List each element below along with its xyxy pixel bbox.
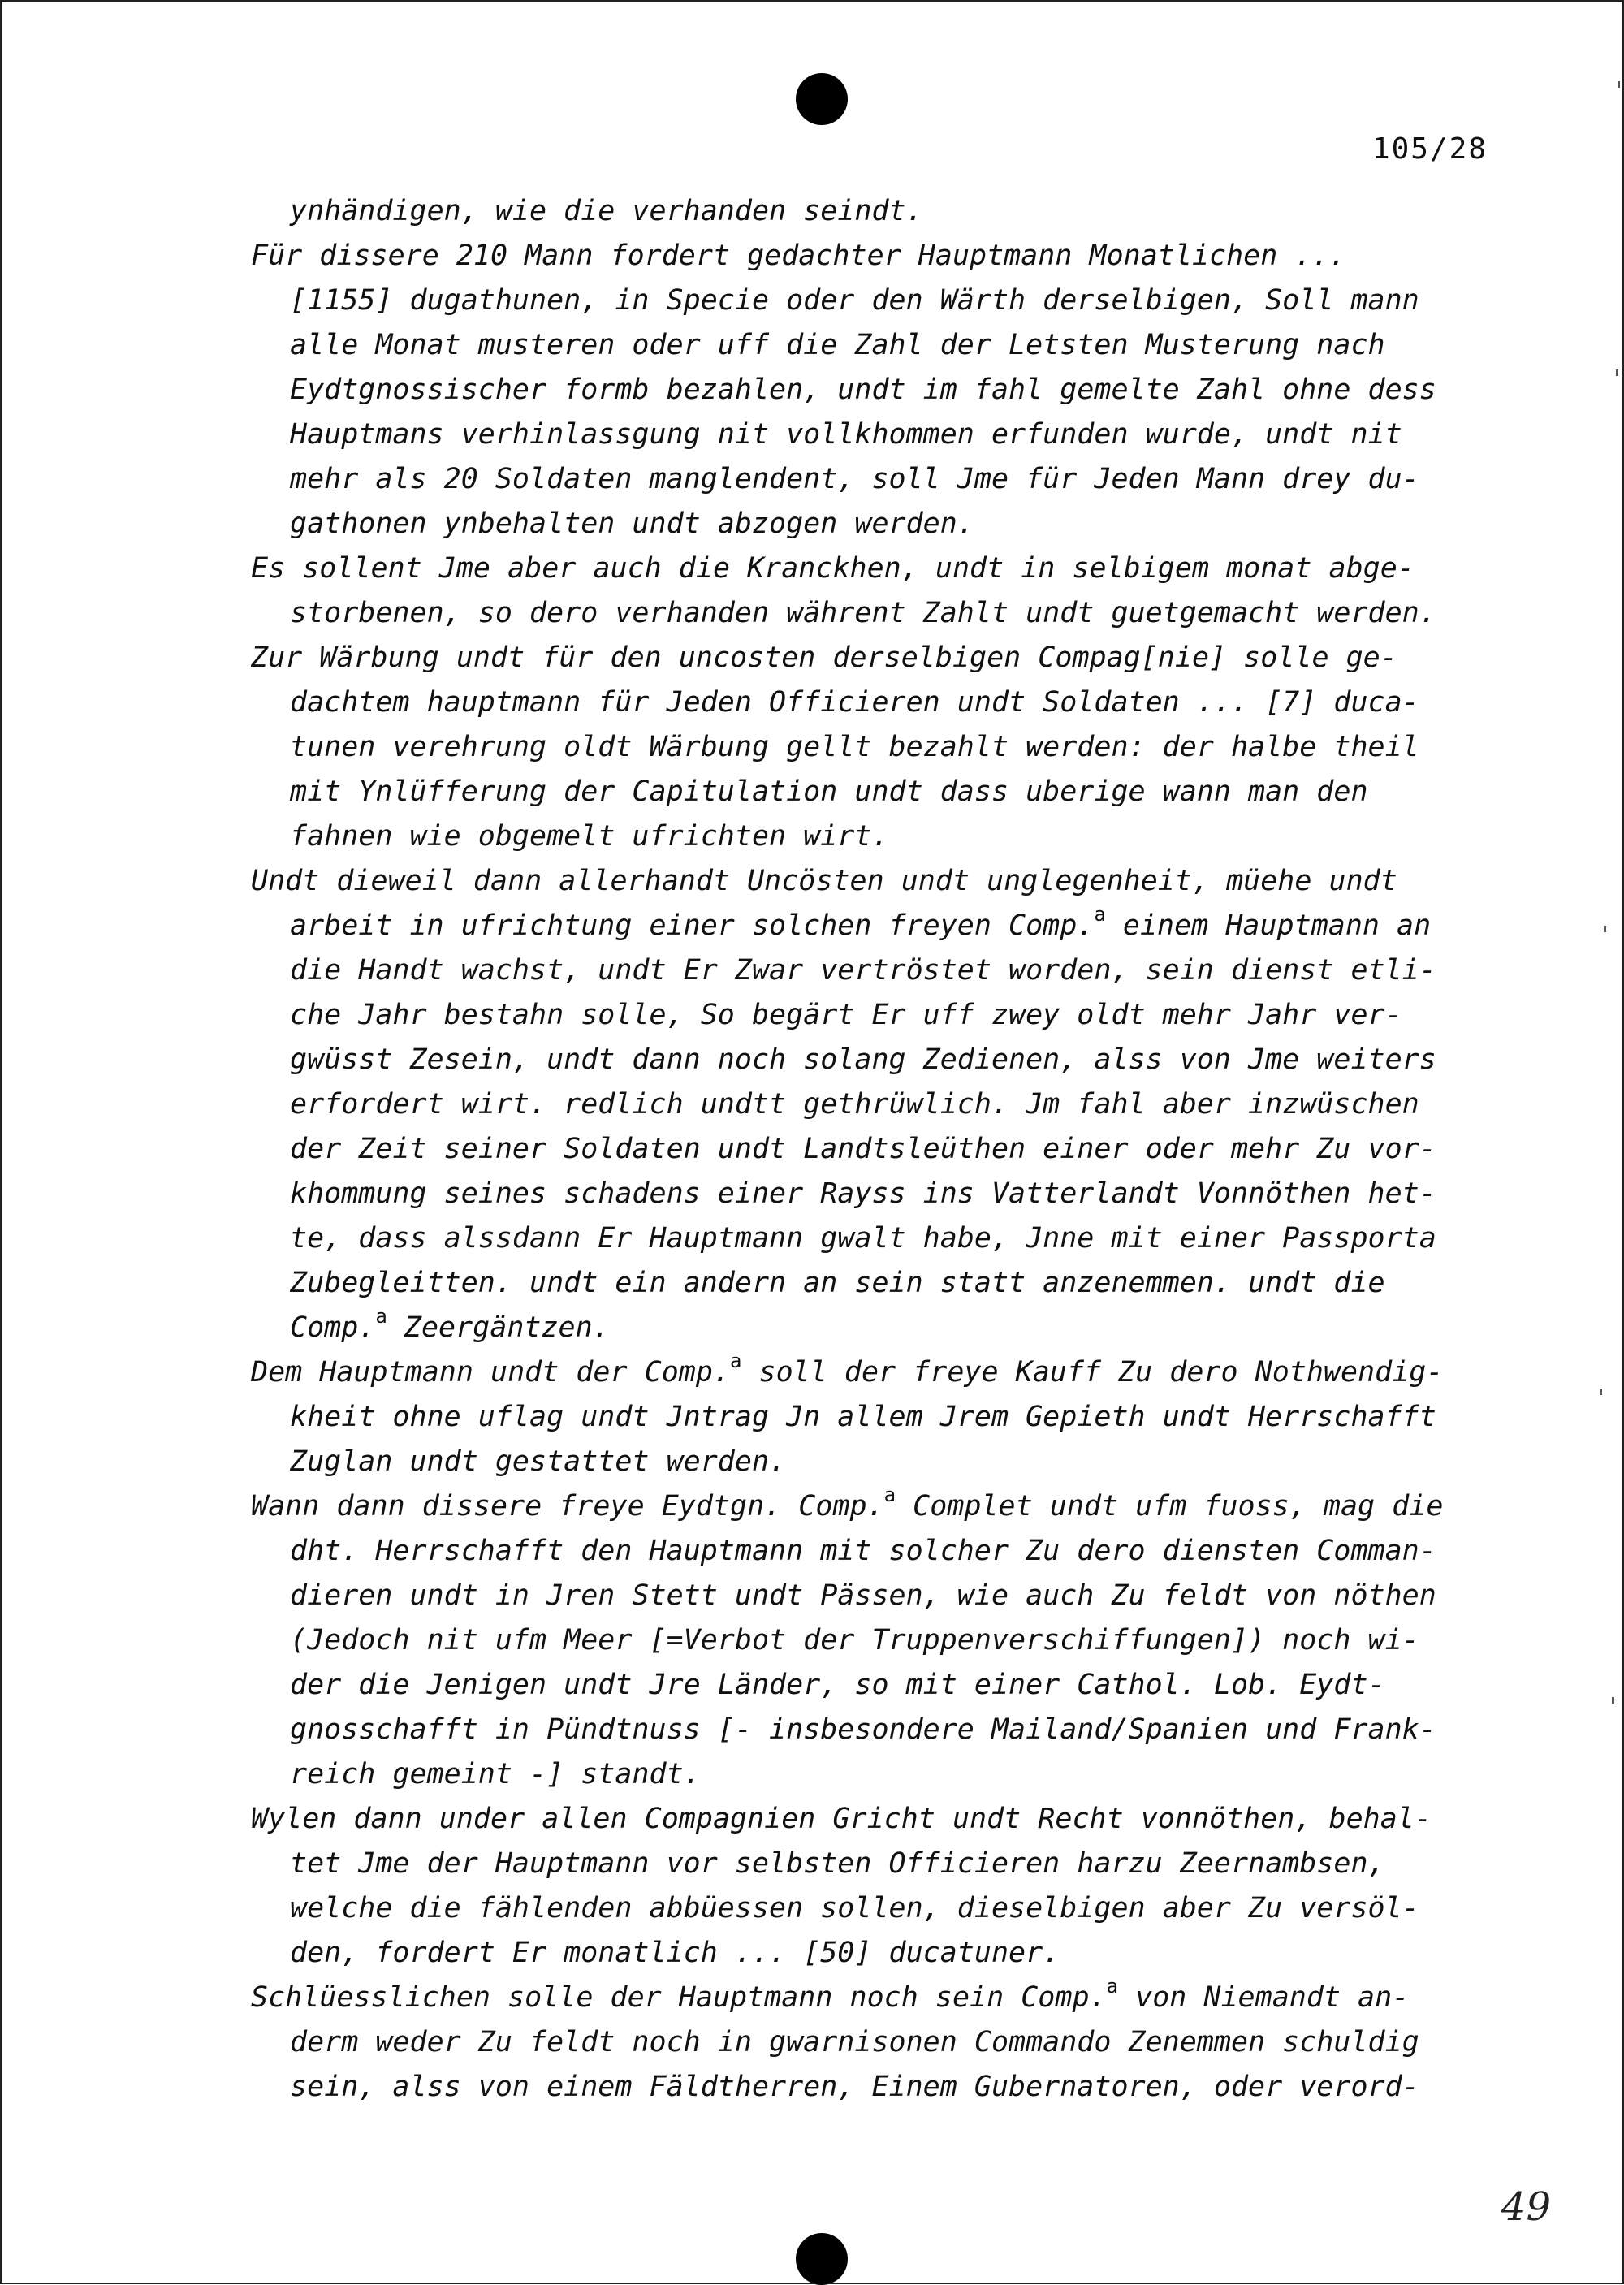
paragraph <box>251 546 1485 636</box>
text-line: [1155] dugathunen, in Specie oder den Wärth derselbigen, Soll mann <box>290 284 1419 317</box>
text-line: dachtem hauptmann für Jeden Officieren undt Soldaten ... [7] duca- <box>290 686 1419 719</box>
text-line: Zur Wärbung undt für den uncosten derselbigen Compag[nie] solle ge- <box>251 641 1397 674</box>
text-line: mehr als 20 Soldaten manglendent, soll Jme für Jeden Mann drey du- <box>290 463 1419 495</box>
text-line: storbenen, so dero verhanden währent Zahlt undt guetgemacht werden. <box>290 597 1436 629</box>
text-line: tet Jme der Hauptmann vor selbsten Officieren harzu Zeernambsen, <box>290 1847 1385 1880</box>
paragraph <box>251 234 1485 546</box>
scan-speck <box>1612 1697 1614 1704</box>
scan-speck <box>1618 81 1620 88</box>
text-line: derm weder Zu feldt noch in gwarnisonen Commando Zenemmen schuldig <box>290 2026 1419 2058</box>
paragraph <box>251 1797 1485 1976</box>
text-line: Es sollent Jme aber auch die Kranckhen, undt in selbigem monat abge- <box>251 552 1415 585</box>
paragraph <box>251 189 1485 234</box>
text-line: kheit ohne uflag undt Jntrag Jn allem Jrem Gepieth undt Herrschafft <box>290 1401 1436 1433</box>
text-line: alle Monat musteren oder uff die Zahl der Letsten Musterung nach <box>290 329 1385 361</box>
text-line: Zuglan undt gestattet werden. <box>290 1445 787 1478</box>
handwritten-folio-number: 49 <box>1501 2184 1551 2230</box>
paragraph <box>251 859 1485 1350</box>
text-line: gwüsst Zesein, undt dann noch solang Zedienen, alss von Jme weiters <box>290 1043 1436 1076</box>
text-line: khommung seines schadens einer Rayss ins Vatterlandt Vonnöthen het- <box>290 1177 1436 1210</box>
text-line: die Handt wachst, undt Er Zwar vertröstet worden, sein dienst etli- <box>290 954 1436 987</box>
text-line: Für dissere 210 Mann fordert gedachter Hauptmann Monatlichen ... <box>251 240 1346 272</box>
text-line: reich gemeint -] standt. <box>290 1758 701 1790</box>
text-line: che Jahr bestahn solle, So begärt Er uff zwey oldt mehr Jahr ver- <box>290 999 1402 1031</box>
punch-hole-bottom <box>796 2233 848 2285</box>
paragraph <box>251 1350 1485 1484</box>
text-line: erfordert wirt. redlich undtt gethrüwlich. Jm fahl aber inzwüschen <box>290 1088 1419 1121</box>
text-line: Dem Hauptmann undt der Comp.$^a$ soll der freye Kauff Zu dero Nothwendig- <box>251 1350 1444 1389</box>
text-line: Undt dieweil dann allerhandt Uncösten undt unglegenheit, müehe undt <box>251 865 1397 897</box>
document-body <box>251 189 1485 2110</box>
text-line: fahnen wie obgemelt ufrichten wirt. <box>290 820 889 853</box>
text-line: Schlüesslichen solle der Hauptmann noch sein Comp.$^a$ von Niemandt an- <box>251 1975 1410 2014</box>
paragraph <box>251 1976 1485 2110</box>
text-line: Wann dann dissere freye Eydtgn. Comp.$^a$ Complet undt ufm fuoss, mag die <box>251 1484 1444 1523</box>
text-line: te, dass alssdann Er Hauptmann gwalt habe, Jnne mit einer Passporta <box>290 1222 1436 1255</box>
text-line: den, fordert Er monatlich ... [50] ducatuner. <box>290 1937 1060 1969</box>
punch-hole-top <box>796 73 848 125</box>
text-line: Comp.$^a$ Zeergäntzen. <box>290 1305 610 1344</box>
text-line: sein, alss von einem Fäldtherren, Einem Gubernatoren, oder verord- <box>290 2071 1419 2103</box>
scan-speck <box>1600 1389 1602 1395</box>
text-line: ynhändigen, wie die verhanden seindt. <box>290 195 923 227</box>
text-line: der Zeit seiner Soldaten undt Landtsleüthen einer oder mehr Zu vor- <box>290 1133 1436 1165</box>
text-line: der die Jenigen undt Jre Länder, so mit einer Cathol. Lob. Eydt- <box>290 1669 1385 1701</box>
paragraph <box>251 636 1485 859</box>
text-line: tunen verehrung oldt Wärbung gellt bezahlt werden: der halbe theil <box>290 731 1419 763</box>
text-line: dht. Herrschafft den Hauptmann mit solcher Zu dero diensten Comman- <box>290 1535 1436 1567</box>
page-number: 105/28 <box>1371 132 1488 166</box>
scan-speck <box>1604 926 1606 932</box>
text-line: Wylen dann under allen Compagnien Gricht undt Recht vonnöthen, behal- <box>251 1803 1432 1835</box>
text-line: arbeit in ufrichtung einer solchen freyen Comp.$^a$ einem Hauptmann an <box>290 903 1432 942</box>
text-line: gathonen ynbehalten undt abzogen werden. <box>290 508 974 540</box>
text-line: dieren undt in Jren Stett undt Pässen, wie auch Zu feldt von nöthen <box>290 1579 1436 1612</box>
paragraph <box>251 1484 1485 1797</box>
text-line: gnosschafft in Pündtnuss [- insbesondere Mailand/Spanien und Frank- <box>290 1713 1436 1746</box>
text-line: welche die fählenden abbüessen sollen, dieselbigen aber Zu versöl- <box>290 1892 1419 1924</box>
text-line: Hauptmans verhinlassgung nit vollkhommen erfunden wurde, undt nit <box>290 418 1402 451</box>
text-line: mit Ynlüfferung der Capitulation undt dass uberige wann man den <box>290 775 1368 808</box>
text-line: Eydtgnossischer formb bezahlen, undt im fahl gemelte Zahl ohne dess <box>290 374 1436 406</box>
text-line: (Jedoch nit ufm Meer [=Verbot der Truppenverschiffungen]) noch wi- <box>290 1624 1419 1657</box>
scan-speck <box>1616 369 1618 376</box>
text-line: Zubegleitten. undt ein andern an sein statt anzenemmen. undt die <box>290 1267 1385 1299</box>
